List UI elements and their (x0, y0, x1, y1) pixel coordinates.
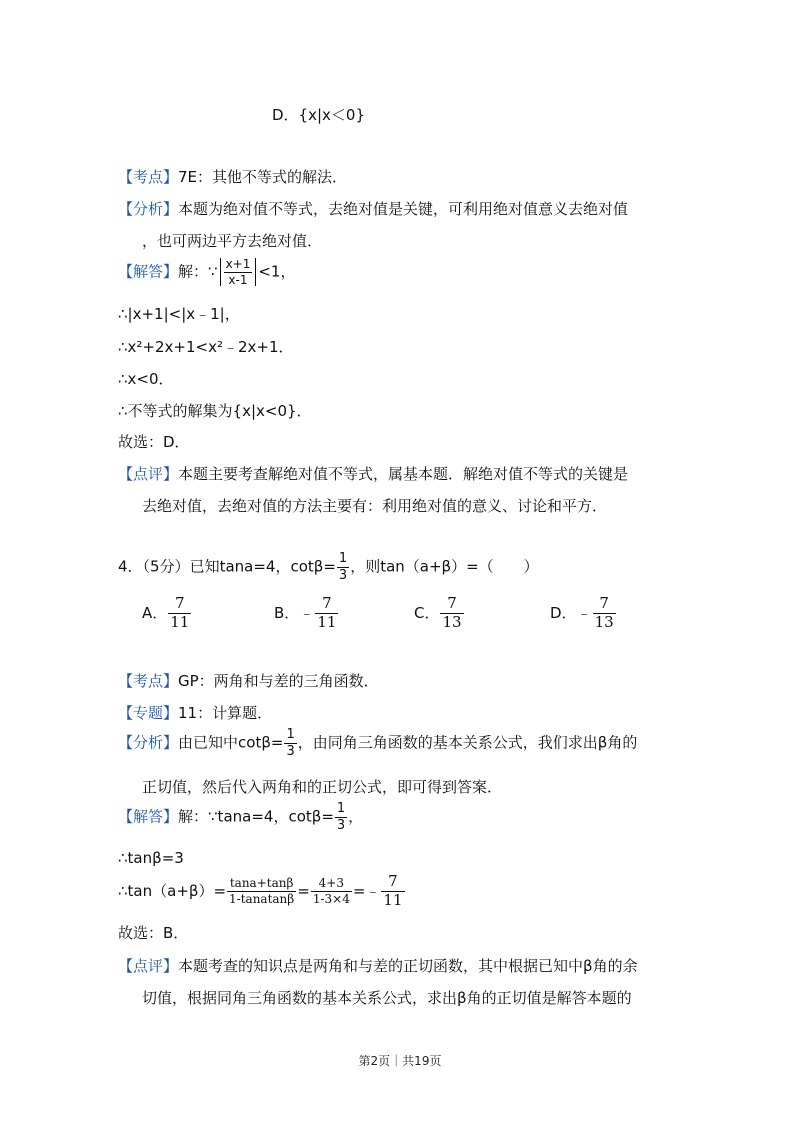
q3-step2: ∴x²+2x+1<x²﹣2x+1． (118, 338, 294, 356)
fraction-denominator: 11 (170, 612, 190, 631)
jieda-post: ， (348, 807, 364, 826)
abs-bar-left (220, 258, 221, 286)
q4-stem-pre: 4．（5分）已知tana=4，cotβ= (118, 557, 336, 576)
fraction-numerator: 7 (593, 596, 616, 614)
abs-bar-right (255, 258, 256, 286)
q4-dianping-line2: 切值，根据同角三角函数的基本关系公式，求出β角的正切值是解答本题的 (142, 989, 632, 1007)
fraction-numerator: 4+3 (311, 877, 352, 892)
jieda-after: <1， (258, 262, 296, 281)
q4-zhuanti (118, 702, 272, 723)
fraction-numerator: 1 (286, 727, 295, 742)
zhuanti-text: 11：计算题． (178, 704, 273, 722)
q4-answer: 故选：B． (118, 924, 189, 942)
q4-option-c[interactable] (414, 596, 465, 631)
q3-fenxi-line1 (118, 198, 628, 219)
q3-option-d: D．{x|x＜0} (272, 106, 365, 124)
q3-kaodian (118, 166, 347, 187)
fraction-denominator: 3 (338, 567, 348, 583)
q4-fenxi-line1 (118, 728, 637, 758)
step2-pre: ∴tan（a+β）= (118, 881, 227, 900)
fraction-numerator: x+1 (225, 257, 251, 271)
q4-stem-post: ，则tan（a+β）=（ ） (350, 557, 539, 576)
zhuanti-tag: 【专题】 (118, 704, 179, 722)
step2-fraction-3 (381, 874, 404, 909)
jieda-pre: 解：∵tana=4，cotβ= (178, 807, 334, 826)
fraction-denominator: 3 (336, 817, 346, 833)
option-fraction (440, 596, 463, 631)
option-fraction (168, 596, 191, 631)
q4-dianping-line1 (118, 955, 638, 976)
fraction-numerator: 1 (338, 551, 348, 566)
q3-dianping-line1 (118, 463, 628, 484)
dianping-text: 本题考查的知识点是两角和与差的正切函数，其中根据已知中β角的余 (178, 957, 638, 975)
q3-answer: 故选：D． (118, 433, 190, 451)
option-fraction (315, 596, 338, 631)
q4-option-b[interactable] (274, 596, 339, 631)
option-label: C． (414, 603, 440, 622)
q4-step2 (118, 874, 406, 909)
jieda-tag: 【解答】 (118, 262, 179, 281)
fraction-denominator: x-1 (228, 272, 248, 287)
fenxi-pre: 由已知中cotβ= (178, 733, 284, 752)
jieda-fraction (224, 258, 253, 286)
q4-stem (118, 552, 539, 582)
fraction-denominator: 13 (594, 612, 614, 631)
q3-jieda (118, 258, 295, 286)
fenxi-text: 本题为绝对值不等式，去绝对值是关键，可利用绝对值意义去绝对值 (178, 200, 629, 218)
dianping-tag: 【点评】 (118, 465, 179, 483)
q4-step1: ∴tanβ=3 (118, 849, 184, 867)
q4-jieda (118, 802, 363, 832)
page-footer: 第2页｜共19页 (358, 1054, 442, 1068)
q4-fenxi-line2: 正切值，然后代入两角和的正切公式，即可得到答案． (142, 778, 503, 796)
dianping-tag: 【点评】 (118, 957, 179, 975)
kaodian-tag: 【考点】 (118, 168, 179, 186)
q3-step1: ∴|x+1|<|x﹣1|， (118, 305, 240, 323)
fraction-denominator: 3 (286, 743, 295, 759)
fraction-numerator: 7 (315, 596, 338, 614)
option-label: B． (274, 603, 300, 622)
q4-kaodian (118, 670, 379, 691)
option-label: A． (142, 603, 168, 622)
step2-fraction-2 (311, 877, 352, 905)
kaodian-tag: 【考点】 (118, 672, 179, 690)
fraction-numerator: 7 (440, 596, 463, 614)
q3-dianping-line2: 去绝对值，去绝对值的方法主要有：利用绝对值的意义、讨论和平方． (142, 497, 608, 515)
kaodian-text: 7E：其他不等式的解法． (178, 168, 348, 186)
fraction-denominator: 13 (442, 612, 462, 631)
option-label: D． (550, 603, 577, 622)
fenxi-post: ，由同角三角函数的基本关系公式，我们求出β角的 (297, 733, 638, 752)
fraction-numerator: 7 (168, 596, 191, 614)
q3-fenxi-line2: ，也可两边平方去绝对值． (142, 232, 323, 250)
q4-option-a[interactable] (142, 596, 192, 631)
step2-eq2: =﹣ (352, 881, 381, 900)
fraction-numerator: 7 (381, 874, 404, 892)
q4-option-d[interactable] (550, 596, 617, 631)
fraction-denominator: 1-3×4 (312, 891, 350, 906)
step2-eq: = (297, 881, 310, 900)
jieda-tag: 【解答】 (118, 807, 179, 826)
dianping-text: 本题主要考查解绝对值不等式，属基本题．解绝对值不等式的关键是 (178, 465, 629, 483)
fenxi-fraction (284, 728, 296, 758)
option-fraction (593, 596, 616, 631)
fraction-numerator: 1 (336, 801, 346, 816)
kaodian-text: GP：两角和与差的三角函数． (178, 672, 379, 690)
fraction-numerator: tana+tanβ (227, 877, 296, 892)
step2-fraction-1 (227, 877, 296, 905)
fenxi-tag: 【分析】 (118, 200, 179, 218)
fraction-denominator: 11 (383, 890, 403, 909)
option-sign: ﹣ (299, 603, 315, 622)
q3-step4: ∴不等式的解集为{x|x<0}． (118, 402, 312, 420)
q4-stem-fraction (337, 552, 349, 582)
option-sign: ﹣ (576, 603, 592, 622)
q3-step3: ∴x<0． (118, 370, 174, 388)
fraction-denominator: 11 (317, 612, 337, 631)
jieda-fraction (335, 802, 347, 832)
fenxi-tag: 【分析】 (118, 733, 179, 752)
jieda-intro: 解：∵ (178, 262, 218, 281)
fraction-denominator: 1-tanatanβ (229, 891, 295, 906)
